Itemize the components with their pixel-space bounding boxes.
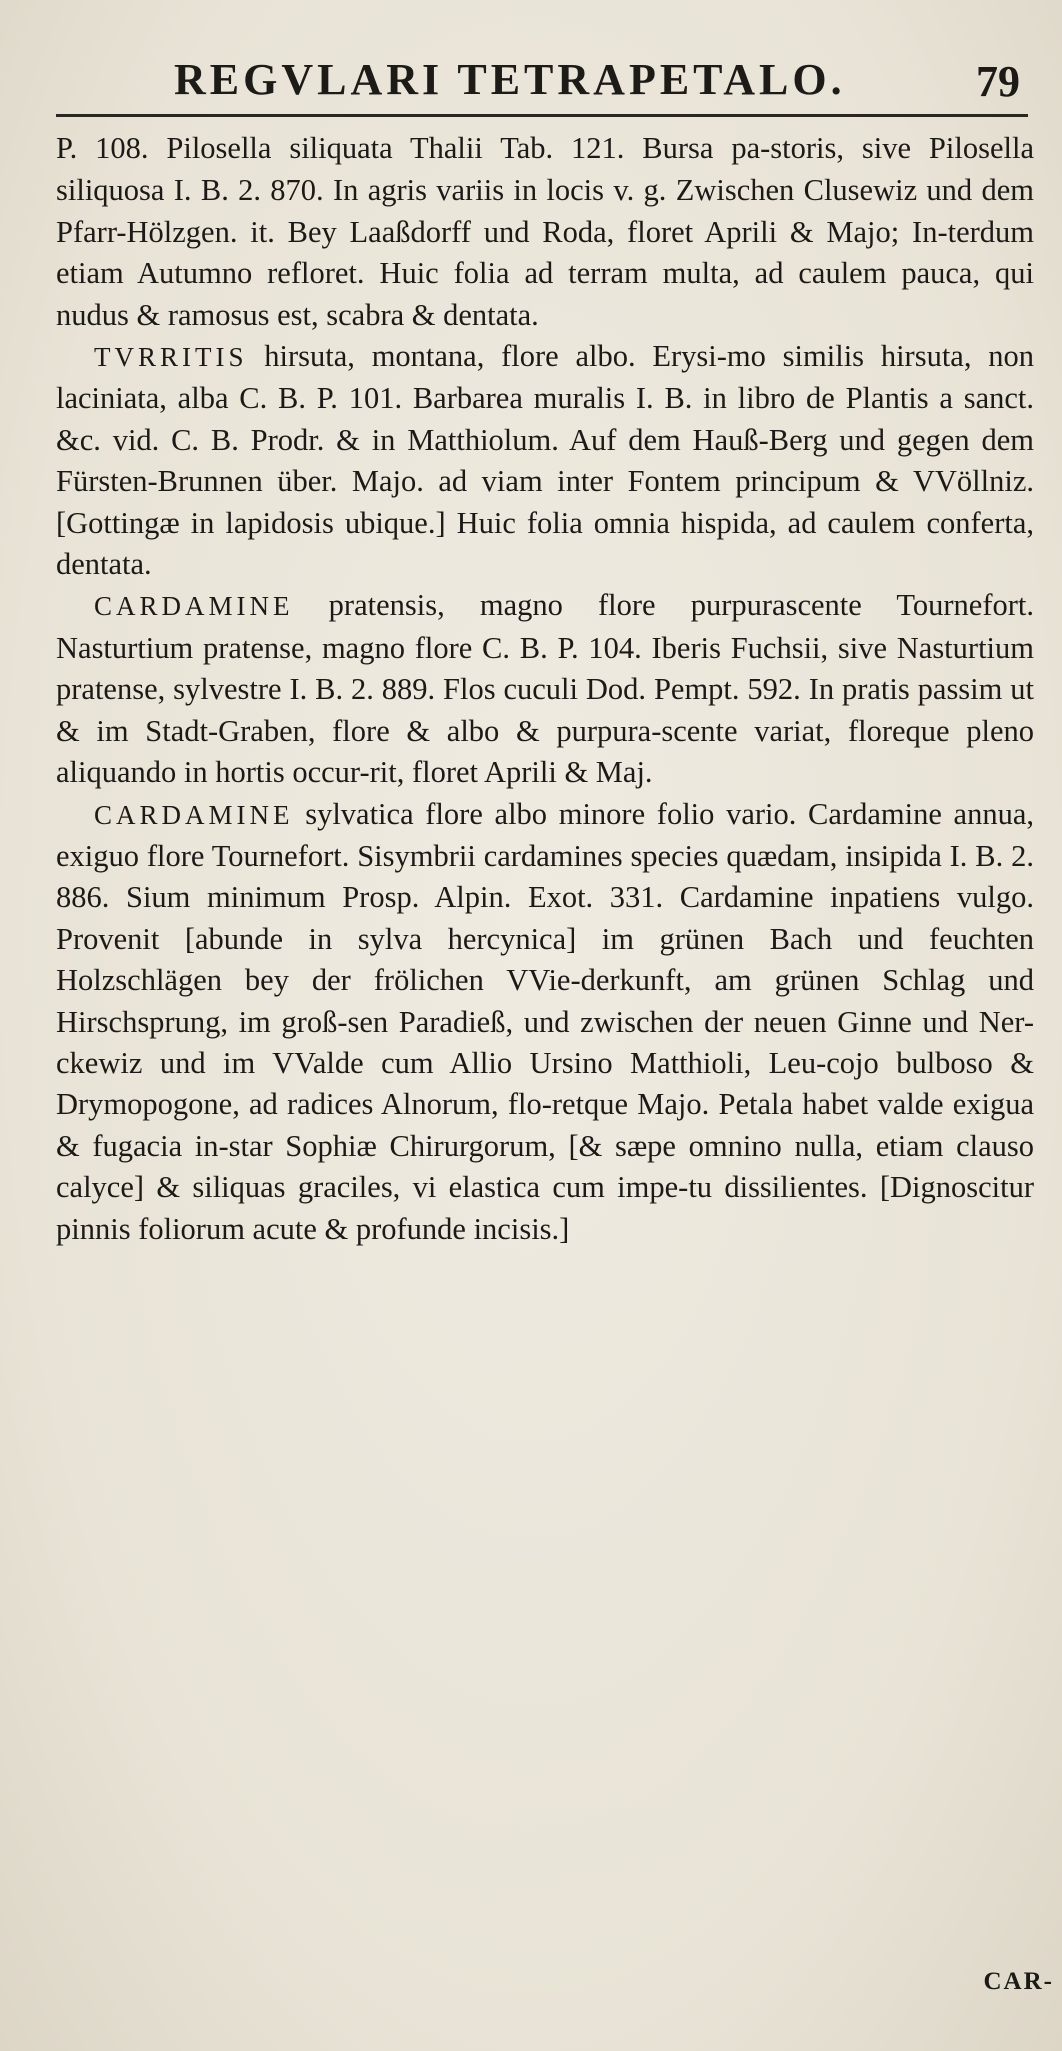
catchword: CAR- <box>983 1968 1054 1995</box>
entry-lead: CARDAMINE <box>94 799 294 830</box>
page-header <box>56 40 1034 110</box>
entry-text: P. 108. Pilosella siliquata Thalii Tab. 121. Bursa pa-storis, sive Pilosella siliquosa I. B. 2. 870. In agris variis in locis v. g. Zwischen Clusewiz und dem Pfarr-Hölzgen. it. Bey Laaßdorff und Roda, floret Aprili & Majo; In-terdum etiam Autumno refloret. Huic folia ad terram multa, ad caulem pauca, qui nudus & ramosus est, scabra & dentata. <box>56 131 1034 332</box>
page-body <box>56 128 1034 1250</box>
entry-text: pratensis, magno flore purpurascente Tournefort. Nasturtium pratense, magno flore C. B. P. 104. Iberis Fuchsii, sive Nasturtium pratense, sylvestre I. B. 2. 889. Flos cuculi Dod. Pempt. 592. In pratis passim ut & im Stadt-Graben, flore & albo & purpura-scente variat, floreque pleno aliquando in hortis occur-rit, floret Aprili & Maj. <box>56 588 1035 790</box>
entry-cardamine-sylvatica <box>56 794 1034 1250</box>
entry-lead: CARDAMINE <box>94 591 294 622</box>
header-rule <box>56 114 1028 117</box>
entry-text: hirsuta, montana, flore albo. Erysi-mo similis hirsuta, non laciniata, alba C. B. P. 101. Barbarea muralis I. B. in libro de Plantis a sanct. &c. vid. C. B. Prodr. & in Matthiolum. Auf dem Hauß-Berg und gegen dem Fürsten-Brunnen über. Majo. ad viam inter Fontem principum & VVöllniz. [Gottingæ in lapidosis ubique.] Huic folia omnia hispida, ad caulem conferta, dentata. <box>56 339 1034 582</box>
entry-bursa-pastoris <box>56 128 1034 336</box>
entry-cardamine-pratensis <box>56 585 1034 793</box>
page-number: 79 <box>976 57 1020 106</box>
entry-lead: TVRRITIS <box>94 342 248 373</box>
entry-turritis <box>56 336 1034 585</box>
running-title: REGVLARI TETRAPETALO. <box>174 55 846 104</box>
entry-text: sylvatica flore albo minore folio vario. Cardamine annua, exiguo flore Tournefort. Sisymbrii cardamines species quædam, insipida I. B. 2. 886. Sium minimum Prosp. Alpin. Exot. 331. Cardamine inpatiens vulgo. Provenit [abunde in sylva hercynica] im grünen Bach und feuchten Holzschlägen bey der frölichen VVie-derkunft, am grünen Schlag und Hirschsprung, im groß-sen Paradieß, und zwischen der neuen Ginne und Ner-ckewiz und im VValde cum Allio Ursino Matthioli, Leu-cojo bulboso & Drymopogone, ad radices Alnorum, flo-retque Majo. Petala habet valde exigua & fugacia in-star Sophiæ Chirurgorum, [& sæpe omnino nulla, etiam clauso calyce] & siliquas graciles, vi elastica cum impe-tu dissilientes. [Dignoscitur pinnis foliorum acute & profunde incisis.] <box>56 796 1034 1246</box>
